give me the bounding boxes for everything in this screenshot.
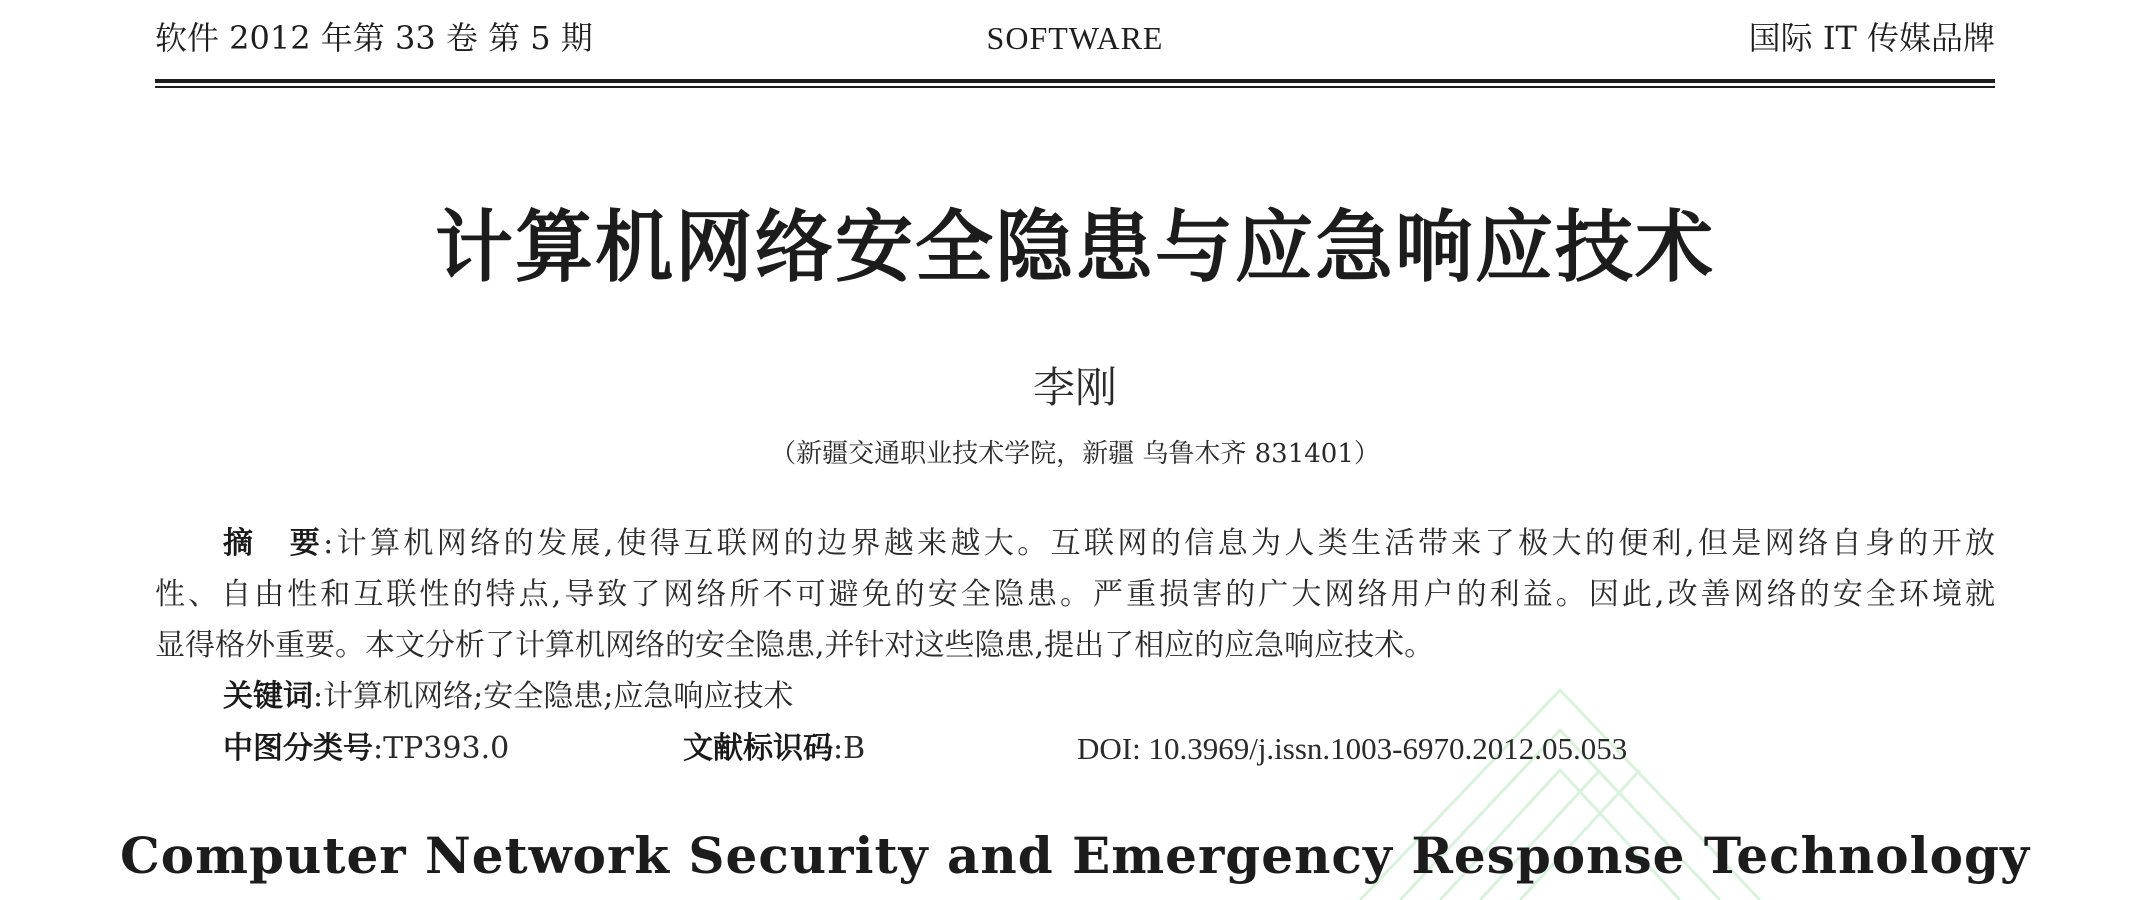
abstract-text-1: :计算机网络的发展,使得互联网的边界越来越大。互联网的信息为人类生活带来了极大的便利,但是网络自身的开放 [323, 526, 1995, 561]
classification-label: 中图分类号 [223, 731, 373, 766]
header-rule-thin [155, 86, 1995, 88]
journal-issue-header: 软件 2012 年第 33 卷 第 5 期 [155, 19, 593, 57]
paper-title: 计算机网络安全隐患与应急响应技术 [434, 203, 1715, 293]
abstract-line-1 [155, 524, 1995, 564]
english-title: Computer Network Security and Emergency Response Technology [119, 826, 2031, 885]
document-code-label: 文献标识码 [683, 731, 833, 766]
keywords-label: 关键词 [223, 679, 313, 714]
classification-value: :TP393.0 [373, 731, 510, 766]
author-affiliation: （新疆交通职业技术学院，新疆 乌鲁木齐 831401） [770, 439, 1380, 469]
journal-name-header: SOFTWARE [986, 20, 1164, 56]
classification-row [223, 729, 509, 769]
document-code-value: :B [833, 731, 866, 766]
header-rule-thick [155, 79, 1995, 83]
abstract-line-3: 显得格外重要。本文分析了计算机网络的安全隐患,并针对这些隐患,提出了相应的应急响应技术。 [155, 628, 1435, 663]
abstract-label: 摘 要 [223, 526, 324, 561]
journal-slogan-header: 国际 IT 传媒品牌 [1748, 19, 1995, 57]
document-code-row [683, 729, 865, 769]
doi: DOI: 10.3969/j.issn.1003-6970.2012.05.053 [1077, 731, 1628, 766]
author-name: 李刚 [1032, 363, 1117, 412]
keywords-row [223, 677, 793, 717]
abstract-line-2: 性、自由性和互联性的特点,导致了网络所不可避免的安全隐患。严重损害的广大网络用户的利益。因此,改善网络的安全环境就 [155, 577, 1995, 612]
keywords-value: :计算机网络;安全隐患;应急响应技术 [313, 679, 794, 714]
